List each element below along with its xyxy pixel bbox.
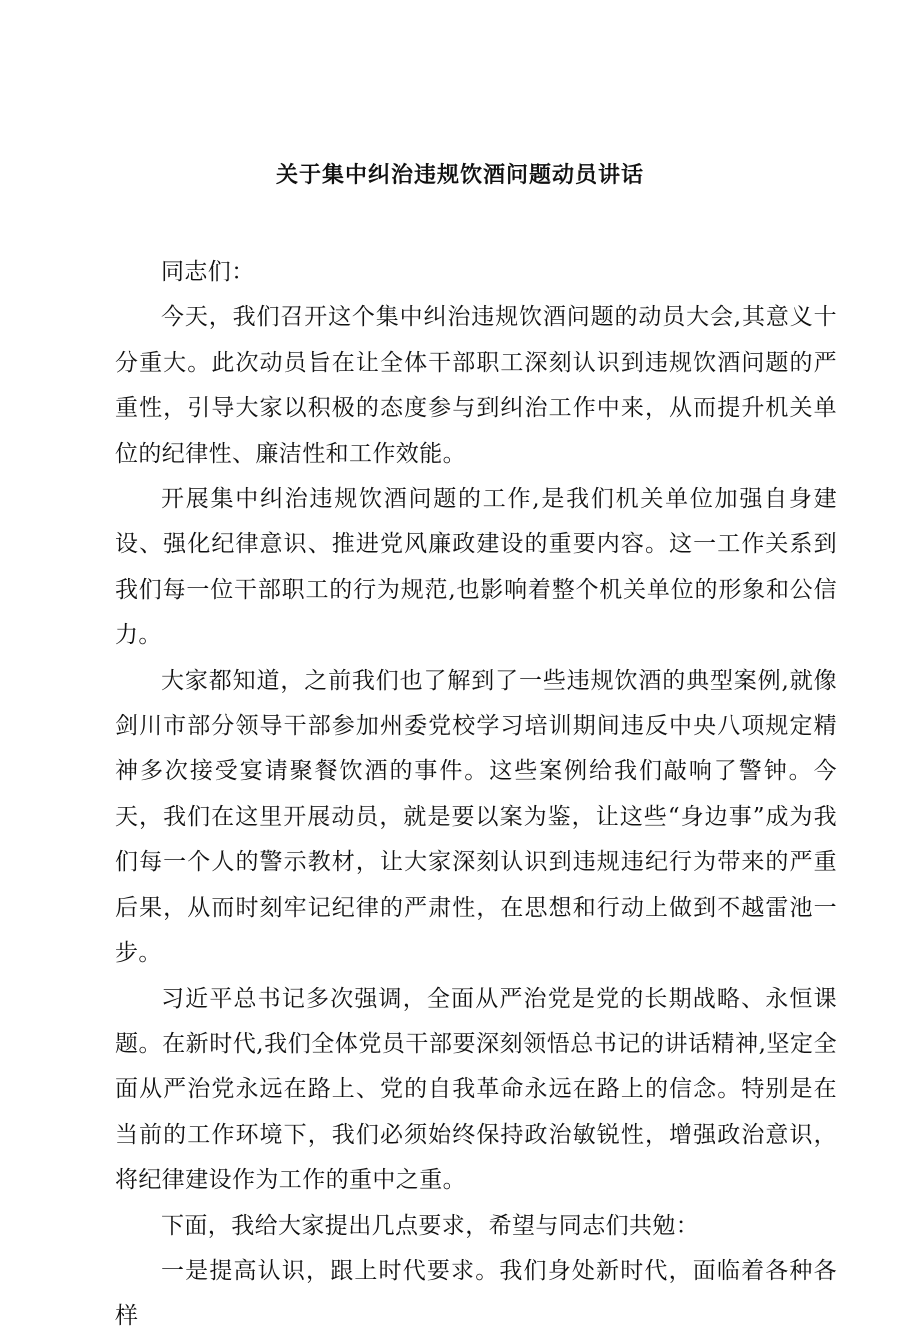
salutation: 同志们： xyxy=(161,259,255,285)
paragraph-3: 大家都知道，之前我们也了解到了一些违规饮酒的典型案例,就像剑川市部分领导干部参加州委党校学习培训期间违反中央八项规定精神多次接受宴请聚餐饮酒的事件。这些案例给我们敲响了警钟。今天，我们在这里开展动员，就是要以案为鉴，让这些“身边事”成为我们每一个人的警示教材，让大家深刻认识到违规违纪行为带来的严重后果，从而时刻牢记纪律的严肃性，在思想和行动上做到不越雷池一步。 xyxy=(115,667,837,967)
paragraph-4: 习近平总书记多次强调，全面从严治党是党的长期战略、永恒课题。在新时代,我们全体党员干部要深刻领悟总书记的讲话精神,坚定全面从严治党永远在路上、党的自我革命永远在路上的信念。特别是在当前的工作环境下，我们必须始终保持政治敏锐性，增强政治意识，将纪律建设作为工作的重中之重。 xyxy=(115,985,837,1194)
paragraph-1: 今天，我们召开这个集中纠治违规饮酒问题的动员大会,其意义十分重大。此次动员旨在让全体干部职工深刻认识到违规饮酒问题的严重性，引导大家以积极的态度参与到纠治工作中来，从而提升机关单位的纪律性、廉洁性和工作效能。 xyxy=(115,304,837,467)
paragraph-6: 一是提高认识，跟上时代要求。我们身处新时代，面临着各种各样 xyxy=(115,1257,837,1330)
paragraph-2: 开展集中纠治违规饮酒问题的工作,是我们机关单位加强自身建设、强化纪律意识、推进党风廉政建设的重要内容。这一工作关系到我们每一位干部职工的行为规范,也影响着整个机关单位的形象和公信力。 xyxy=(115,486,837,649)
paragraph-5: 下面，我给大家提出几点要求，希望与同志们共勉： xyxy=(161,1212,700,1239)
document-title: 关于集中纠治违规饮酒问题动员讲话 xyxy=(275,162,644,188)
document-body xyxy=(115,250,837,1340)
